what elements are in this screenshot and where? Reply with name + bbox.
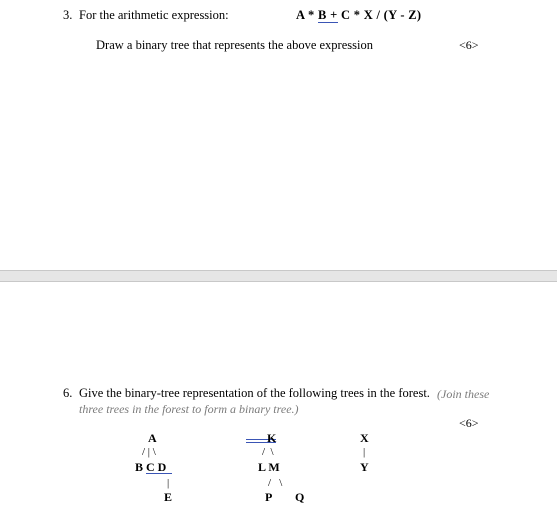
q3-number: 3. (63, 8, 73, 22)
tree1-grandchild: E (164, 490, 173, 504)
tree2-root: K (267, 431, 277, 445)
tree3-child: Y (360, 460, 369, 474)
q3-expression-underlined: B + (318, 8, 338, 22)
q6-note-line2: three trees in the forest to form a binary tree.) (79, 402, 299, 416)
q6-marks: <6> (459, 416, 479, 430)
q3-expression (296, 8, 421, 23)
tree2-children: L M (258, 460, 280, 474)
q6-prompt: Give the binary-tree representation of the following trees in the forest. (79, 386, 430, 400)
tree1-children-label: B C D (135, 460, 167, 474)
tree1-edges: / | \ (142, 446, 156, 458)
tree1-underline (146, 473, 172, 474)
tree3-root: X (360, 431, 369, 445)
q3-marks: <6> (459, 38, 479, 52)
q3-expression-part2: C * X / (Y - Z) (337, 8, 422, 22)
page-break-divider (0, 270, 557, 282)
tree1-root: A (148, 431, 157, 445)
tree2-edges: / \ (262, 446, 274, 458)
tree3-edge: | (363, 446, 366, 458)
q3-instruction: Draw a binary tree that represents the above expression (96, 38, 373, 52)
q3-prompt: For the arithmetic expression: (79, 8, 229, 22)
q6-number: 6. (63, 386, 73, 400)
tree2-child-edges: / \ (268, 477, 283, 489)
tree2-grandchild-left: P (265, 490, 273, 504)
q6-note-line1: (Join these (437, 387, 490, 401)
tree1-child-edge: | (167, 477, 170, 489)
q3-expression-part1: A * (296, 8, 319, 22)
tree2-grandchild-right: Q (295, 490, 305, 504)
